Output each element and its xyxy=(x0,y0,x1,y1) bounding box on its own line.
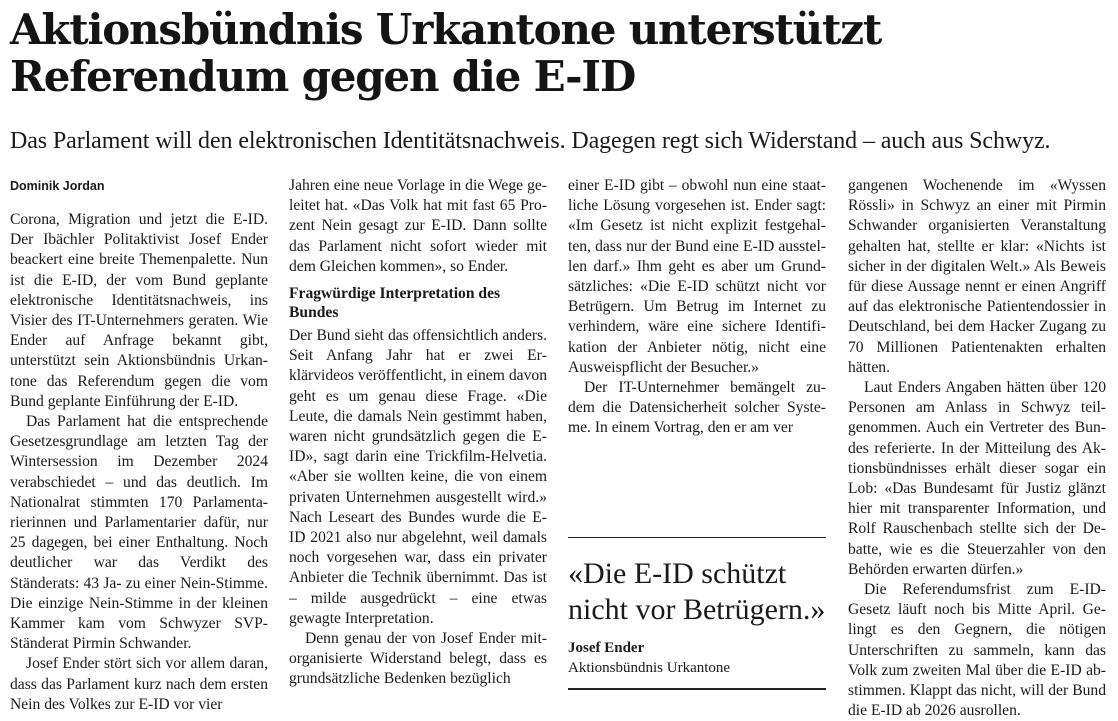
paragraph: Jahren eine neue Vorlage in die Wege geleitet hat. «Das Volk hat mit fast 65 Prozent Nein gesagt zur E-ID. Dann sollte das Parlament nicht sofort wieder mit dem Gleichen kommen», so Ender. xyxy=(289,177,547,275)
article-column-2 xyxy=(289,176,547,690)
pull-quote-organization: Aktionsbündnis Urkantone xyxy=(568,660,731,676)
lead-text: Das Parlament will den elektronischen Identitätsnachweis. Dagegen regt sich Widerstand – auch aus Schwyz. xyxy=(10,128,1051,154)
pull-quote-divider xyxy=(568,688,826,690)
pull-quote-name: Josef Ender xyxy=(568,640,645,656)
paragraph: Denn genau der von Josef Ender mitorganisierte Widerstand belegt, dass es grundsätzliche Bedenken bezüglich xyxy=(289,630,547,688)
paragraph: Das Parlament hat die entsprechende Gesetzesgrundlage am letzten Tag der Wintersession im Dezember 2024 verabschiedet – und das deutlich. Im Nationalrat stimmten 170 Parlamentarierinnen und Parlamentarier dafür, nur 25 dagegen, bei einer Enthaltung. Noch deutlicher war das Verdikt des Ständerats: 43 Ja- zu einer Nein-Stimme. Die einzige Nein-Stimme in der kleinen Kammer kam vom Schwyzer SVP-Ständerat Pirmin Schwander. xyxy=(10,413,268,653)
pull-quote xyxy=(568,537,826,628)
headline-line-2: Referendum gegen die E-ID xyxy=(10,52,636,101)
headline xyxy=(10,6,1110,100)
article-column-1 xyxy=(10,176,268,715)
paragraph: Der Bund sieht das offensichtlich anders. Seit Anfang Jahr hat er zwei Erklärvideos veröffentlicht, in einem davon geht es um genau diese Frage. «Die Leute, die damals Nein gestimmt haben, waren nicht grundsätzlich gegen die E-ID», sagt darin eine Trickfilm-Helvetia. «Aber sie wollten keine, die von einem privaten Unternehmen ausgestellt wird.» Nach Leseart des Bundes wurde die E-ID 2021 also nur abgelehnt, weil damals noch vorgesehen war, dass ein privater Anbieter die Technik übernimmt. Das ist – milde ausgedrückt – eine etwas gewagte Interpretation. xyxy=(289,327,547,627)
paragraph: Die Referendumsfrist zum E-ID-Gesetz läuft noch bis Mitte April. Gelingt es den Gegnern, die nötigen Unterschriften zu sammeln, kann das Volk zum zweiten Mal über die E-ID abstimmen. Klappt das nicht, will der Bund die E-ID ab 2026 ausrollen. xyxy=(848,581,1106,720)
headline-line-1: Aktionsbündnis Urkantone unterstützt xyxy=(10,5,882,54)
paragraph: Josef Ender stört sich vor allem daran, dass das Parlament kurz nach dem ersten Nein des Volkes zur E-ID vor vier xyxy=(10,655,268,713)
pull-quote-source xyxy=(568,638,826,678)
pull-quote-text: «Die E-ID schützt nicht vor Betrügern.» xyxy=(568,557,826,626)
subheading: Fragwürdige Interpretation des Bundes xyxy=(289,285,501,322)
paragraph: gangenen Wochenende im «Wyssen Rössli» in Schwyz an einer mit Pirmin Schwander organisierten Veranstaltung gehalten hat, stellte er klar: «Nichts ist sicher in der digitalen Welt.» Als Beweis für diese Aussage nennt er einen Angriff auf das elektronische Patientendossier in Deutschland, bei dem Hacker Zugang zu 70 Millionen Patientenakten erhalten hätten. xyxy=(848,177,1106,376)
paragraph: Corona, Migration und jetzt die E-ID. Der Ibächler Politaktivist Josef Ender beackert eine breite Themenpalette. Nun ist die E-ID, der vom Bund geplante elektronische Identitätsnachweis, ins Visier des IT-Unternehmers geraten. Wie Ender auf Anfrage bekannt gibt, unterstützt sein Aktionsbündnis Urkantone das Referendum gegen die vom Bund geplante Einführung der E-ID. xyxy=(10,211,268,410)
paragraph: Laut Enders Angaben hätten über 120 Personen am Anlass in Schwyz teilgenommen. Auch ein Vertreter des Bundes referierte. In der Mitteilung des Aktionsbündnisses erhält dieser sogar ein Lob: «Das Bundesamt für Justiz glänzt hier mit transparenter Information, und Rolf Rauschenbach stellte sich der Debatte, wie es die Steuerzahler von den Behörden erwarten dürfen.» xyxy=(848,379,1106,578)
article-column-3 xyxy=(568,176,826,439)
paragraph: einer E-ID gibt – obwohl nun eine staatliche Lösung vorgesehen ist. Ender sagt: «Im Gesetz ist nicht explizit festgehalten, dass nur der Bund eine E-ID ausstellen darf.» Ihm geht es aber um Grundsätzliches: «Die E-ID schützt nicht vor Betrügern. Um Betrug im Internet zu verhindern, wäre eine sichere Identifikation der Anbieter nötig, nicht eine Ausweispflicht der Besucher.» xyxy=(568,177,826,376)
paragraph: Der IT-Unternehmer bemängelt zudem die Datensicherheit solcher Systeme. In einem Vortrag, den er am ver xyxy=(568,379,826,437)
article-column-4 xyxy=(848,176,1106,721)
author-byline: Dominik Jordan xyxy=(10,179,105,193)
